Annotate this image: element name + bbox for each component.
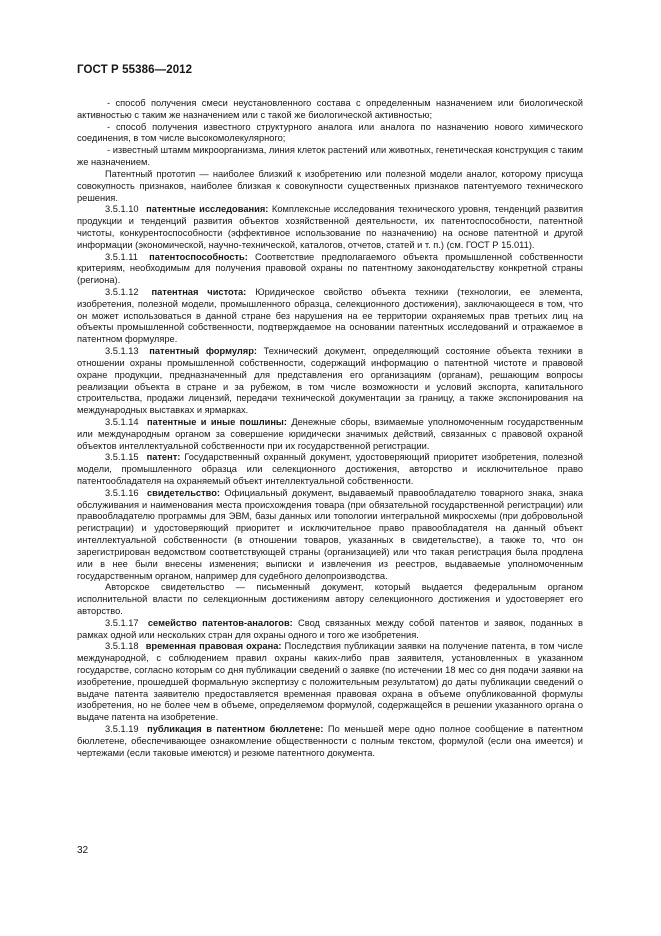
clause-3-5-1-19: [77, 724, 583, 759]
clause-term: патентный формуляр:: [149, 346, 257, 357]
clause-number: 3.5.1.17: [105, 617, 139, 628]
clause-definition: По меньшей мере одно полное сообщение в патентном бюллетене, обеспечивающее ознакомление общественности с полным текстом, формулой (если она имеется) и чертежами (если таковые имеются) и резюме патентного документа.: [77, 724, 583, 758]
document-body: [77, 98, 583, 760]
clause-3-5-1-14: [77, 417, 583, 452]
clause-term: патентоспособность:: [149, 251, 248, 262]
clause-3-5-1-13: [77, 346, 583, 417]
clause-term: свидетельство:: [147, 487, 221, 498]
clause-3-5-1-18: [77, 641, 583, 724]
clause-term: временная правовая охрана:: [145, 641, 282, 652]
clause-number: 3.5.1.18: [105, 641, 139, 652]
clause-number: 3.5.1.19: [105, 724, 139, 735]
clause-number: 3.5.1.15: [105, 452, 139, 463]
clause-number: 3.5.1.14: [105, 416, 139, 427]
paragraph-text: - способ получения смеси неустановленного состава с определенным назначением или биологической активностью с таким же назначением или с такой же биологической активностью;: [77, 98, 583, 120]
clause-definition: Соответствие предполагаемого объекта промышленной собственности критериям, необходимым для получения правовой охраны по патентному законодательству конкретной страны (региона).: [77, 251, 583, 286]
list-item-dash: [77, 98, 583, 122]
clause-number: 3.5.1.16: [105, 487, 139, 498]
clause-definition: Юридическое свойство объекта техники (технологии, ее элемента, изобретения, полезной модели, промышленного образца, селекционного достижения), заключающееся в том, что он может использоваться в данной стране без нарушения на ее территории охраняемых прав третьих лиц на объекты промышленной собственности, подтверждаемое на основании патентных исследований и отражаемое в патентном формуляре.: [77, 287, 584, 345]
paragraph-text: - известный штамм микроорганизма, линия клеток растений или животных, генетическая конструкция с таким же назначением.: [77, 145, 583, 168]
clause-term: патент:: [146, 452, 181, 463]
document-header: ГОСТ Р 55386—2012: [77, 64, 193, 76]
page-number: 32: [77, 845, 89, 856]
paragraph-patent-prototype: [77, 169, 583, 204]
clause-number: 3.5.1.13: [105, 346, 139, 357]
clause-number: 3.5.1.12: [105, 287, 139, 297]
clause-3-5-1-16: [77, 488, 583, 583]
clause-term: патентная чистота:: [151, 287, 247, 297]
clause-3-5-1-10: [77, 204, 583, 251]
clause-number: 3.5.1.10: [105, 204, 139, 215]
list-item-dash: [77, 145, 583, 169]
clause-3-5-1-17: [77, 618, 583, 642]
clause-definition: Официальный документ, выдаваемый правообладателю товарного знака, знака обслуживания и наименования места происхождения товара (при обязательной государственной регистрации) или правообладателю программы для ЭВМ, базы данных или топологии интегральной микросхемы (при добровольной регистрации) и удостоверяющий приоритет и исключительное право правообладателя на данный объект интеллектуальной собственности (в отношении товаров, указанных в свидетельстве), а также то, что он зарегистрирован ведомством соответствующей страны (организацией) или что такая регистрация была продлена или в нее были внесены изменения; выписки и извлечения из реестров, выдаваемые уполномоченным государственным органом, например для судебного делопроизводства.: [77, 487, 583, 581]
clause-definition: Технический документ, определяющий состояние объекта техники в отношении охраны промышленной собственности, содержащий информацию о патентной чистоте и правовой охране продукции, предназначенный для представления его организациям (органам), решающим вопросы реализации объекта в стране и за рубежом, в том числе возможности и условий экспорта, капитального строительства, продажи лицензий, передачи технической документации за границу, а также экспонирования на международных выставках и ярмарках.: [77, 346, 583, 416]
paragraph-text: Патентный прототип — наиболее близкий к изобретению или полезной модели аналог, которому присуща совокупность признаков, наиболее близкая к совокупности существенных признаков патентуемого технического решения.: [77, 168, 583, 203]
clause-definition: Последствия публикации заявки на получение патента, в том числе международной, с соблюдением правил охраны каких-либо прав заявителя, установленных в указанном государстве, согласно которым со дня публикации сведений о заявке (по истечении 18 мес со дня подачи заявки на изобретение, прошедшей формальную экспертизу с положительным результатом) до даты публикации сведений о выдаче патента заявителю предоставляется временная правовая охрана в объеме опубликованной формулы изобретения, но не более чем в объеме, определяемом формулой, содержащейся в решении указанного органа о выдаче патента на изобретение.: [77, 641, 583, 723]
clause-term: семейство патентов-аналогов:: [147, 617, 293, 628]
paragraph-author-certificate: [77, 582, 583, 617]
clause-definition: Государственный охранный документ, удостоверяющий приоритет изобретения, полезной модели, промышленного образца или селекционного достижения, авторство и исключительное право патентообладателя на охраняемый объект интеллектуальной собственности.: [77, 452, 583, 486]
clause-term: патентные и иные пошлины:: [146, 416, 287, 427]
clause-definition: Денежные сборы, взимаемые уполномоченным государственным или международным органом за совершение юридически значимых действий, связанных с правовой охраной объектов интеллектуальной собственности при их государственной регистрации.: [77, 416, 583, 451]
clause-3-5-1-15: [77, 452, 583, 487]
list-item-dash: [77, 122, 583, 146]
clause-3-5-1-12: [77, 287, 583, 346]
clause-3-5-1-11: [77, 252, 583, 287]
clause-term: публикация в патентном бюллетене:: [147, 724, 324, 735]
clause-definition: Свод связанных между собой патентов и заявок, поданных в рамках одной или нескольких стран для охраны одного и того же изобретения.: [77, 617, 583, 640]
paragraph-text: - способ получения известного структурного аналога или аналога по назначению нового химического соединения, в том числе высокомолекулярного;: [77, 121, 583, 144]
clause-term: патентные исследования:: [146, 204, 269, 215]
clause-definition: Комплексные исследования технического уровня, тенденций развития продукции и тенденций развития объектов хозяйственной деятельности, их патентоспособности, патентной чистоты, конкурентоспособности (эффективное использование по назначению) на основе патентной и другой информации (экономической, научно-технической, каталогов, отчетов, статей и т. п.) (см. ГОСТ Р 15.011).: [77, 204, 583, 250]
clause-number: 3.5.1.11: [105, 251, 138, 262]
paragraph-text: Авторское свидетельство — письменный документ, который выдается федеральным органом исполнительной власти по селекционным достижениям автору селекционного достижения и удостоверяет его авторство.: [77, 582, 583, 616]
